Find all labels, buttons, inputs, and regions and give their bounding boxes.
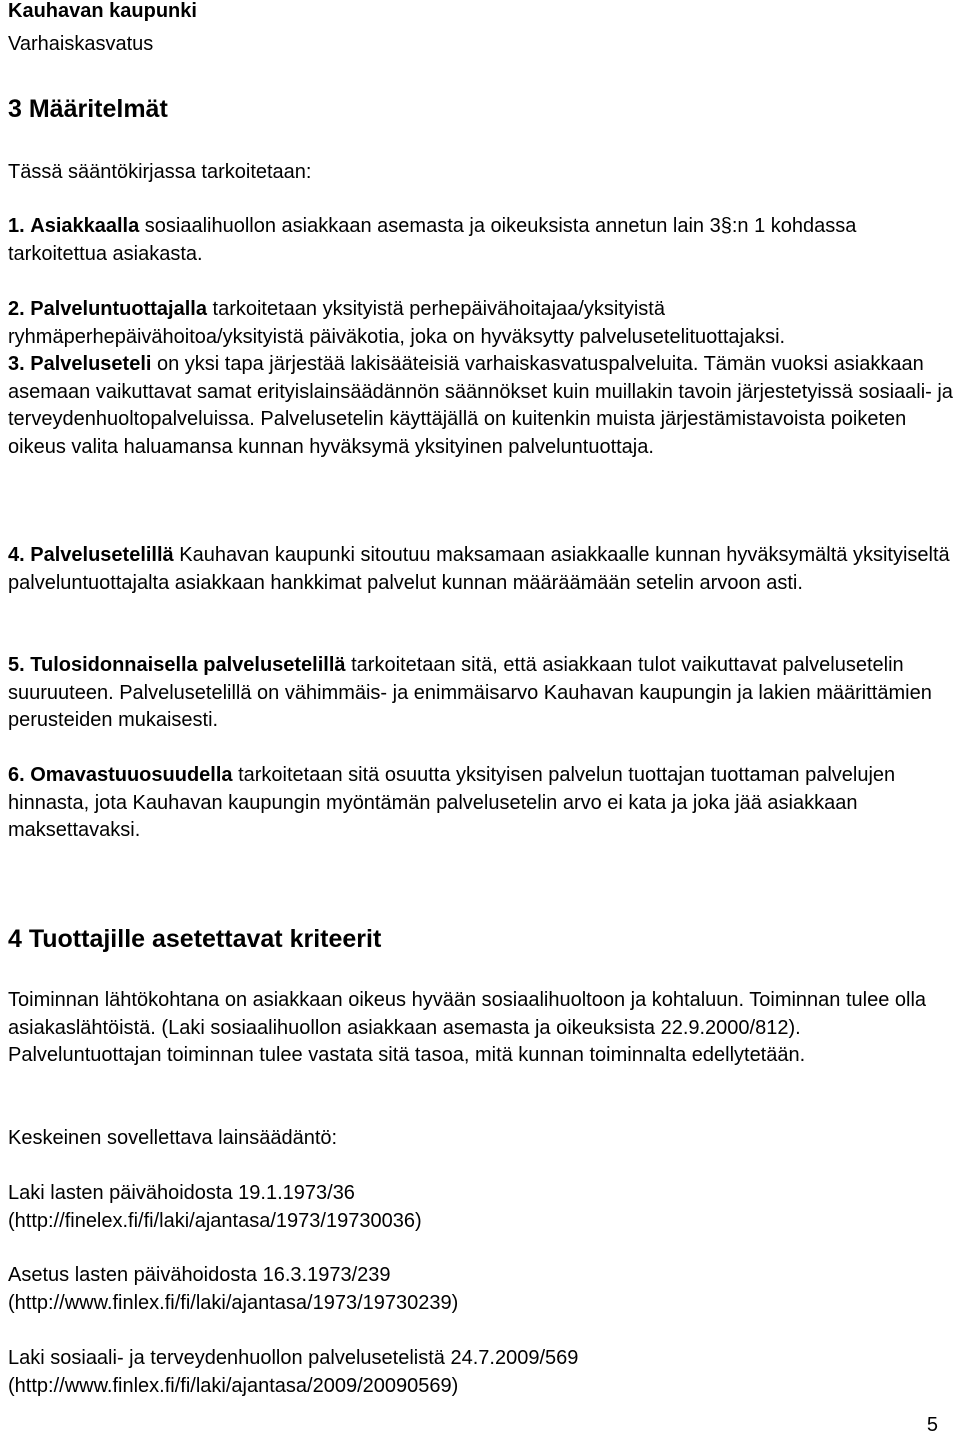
definition-text: tarkoitetaan yksityistä perhepäivähoitajaa/yksityistä ryhmäperhepäivähoitoa/yksityistä päiväkotia, joka on hyväksytty palvelusetelituottajaksi. xyxy=(8,298,786,348)
definition-text: tarkoitetaan sitä, että asiakkaan tulot vaikuttavat palvelusetelin suuruuteen. Palvelusetelillä on vähimmäis- ja enimmäisarvo Kauhavan kaupungin ja lakien määrittämien perusteiden mukaisesti. xyxy=(8,654,932,731)
definition-term: Palvelusetelillä xyxy=(30,544,174,566)
section-4-heading: 4 Tuottajille asetettavat kriteerit xyxy=(8,925,382,953)
definition-item-4 xyxy=(8,542,956,597)
definition-term: Palveluseteli xyxy=(30,353,152,375)
definition-term: 6. xyxy=(8,764,25,786)
law-url: (http://finelex.fi/fi/laki/ajantasa/1973/19730036) xyxy=(8,1209,422,1232)
page-number: 5 xyxy=(926,1414,938,1436)
definition-item-3 xyxy=(8,351,956,461)
definition-term: 5. xyxy=(8,654,25,676)
law-name: Laki lasten päivähoidosta 19.1.1973/36 xyxy=(8,1182,355,1204)
definition-term: 1. xyxy=(8,215,25,237)
section-3-intro: Tässä sääntökirjassa tarkoitetaan: xyxy=(8,161,312,183)
definition-item-2 xyxy=(8,296,956,351)
law-name: Laki sosiaali- ja terveydenhuollon palvelusetelistä 24.7.2009/569 xyxy=(8,1347,579,1369)
definition-term: Palveluntuottajalla xyxy=(30,298,207,320)
law-name: Asetus lasten päivähoidosta 16.3.1973/239 xyxy=(8,1264,391,1286)
definition-text: sosiaalihuollon asiakkaan asemasta ja oikeuksista annetun lain 3§:n 1 kohdassa tarkoitettua asiakasta. xyxy=(8,215,857,265)
definition-item-6 xyxy=(8,762,956,845)
definition-term: Omavastuuosuudella xyxy=(30,764,233,786)
definition-item-1 xyxy=(8,213,956,268)
section-4-paragraph: Toiminnan lähtökohtana on asiakkaan oikeus hyvään sosiaalihuoltoon ja kohtaluun. Toiminnan tulee olla asiakaslähtöistä. (Laki sosiaalihuollon asiakkaan asemasta ja oikeuksista 22.9.2000/812). Palveluntuottajan toiminnan tulee vastata sitä tasoa, mitä kunnan toiminnalta edellytetään. xyxy=(8,989,927,1066)
section-3-heading: 3 Määritelmät xyxy=(8,95,168,123)
law-url: (http://www.finlex.fi/fi/laki/ajantasa/1973/19730239) xyxy=(8,1291,459,1314)
definition-term: 3. xyxy=(8,353,25,375)
department-name: Varhaiskasvatus xyxy=(8,33,154,55)
definition-term: Tulosidonnaisella palvelusetelillä xyxy=(30,654,346,676)
law-reference-1 xyxy=(8,1180,956,1235)
definition-text: Kauhavan kaupunki sitoutuu maksamaan asiakkaalle kunnan hyväksymältä yksityiseltä palveluntuottajalta asiakkaan hankkimat palvelut kunnan määräämään setelin arvoon asti. xyxy=(8,544,950,594)
definition-term: 2. xyxy=(8,298,25,320)
organization-name: Kauhavan kaupunki xyxy=(8,0,197,22)
definition-term: 4. xyxy=(8,544,25,566)
definition-text: tarkoitetaan sitä osuutta yksityisen palvelun tuottajan tuottaman palvelujen hinnasta, jota Kauhavan kaupungin myöntämän palvelusetelin arvo ei kata ja joka jää asiakkaan maksettavaksi. xyxy=(8,764,896,841)
law-reference-3 xyxy=(8,1345,956,1400)
law-url: (http://www.finlex.fi/fi/laki/ajantasa/2009/20090569) xyxy=(8,1374,459,1397)
legislation-intro: Keskeinen sovellettava lainsäädäntö: xyxy=(8,1127,338,1149)
law-reference-2 xyxy=(8,1262,956,1317)
definition-item-5 xyxy=(8,652,956,735)
definition-text: on yksi tapa järjestää lakisääteisiä varhaiskasvatuspalveluita. Tämän vuoksi asiakkaan asemaan vaikuttavat samat erityislainsäädännön säännökset kuin muillakin tavoin järjestetyissä sosiaali- ja terveydenhuoltopalveluissa. Palvelusetelin käyttäjällä on kuitenkin muista järjestämistavoista poiketen oikeus valita haluamansa kunnan hyväksymä yksityinen palveluntuottaja. xyxy=(8,353,953,458)
definition-term: Asiakkaalla xyxy=(30,215,140,237)
